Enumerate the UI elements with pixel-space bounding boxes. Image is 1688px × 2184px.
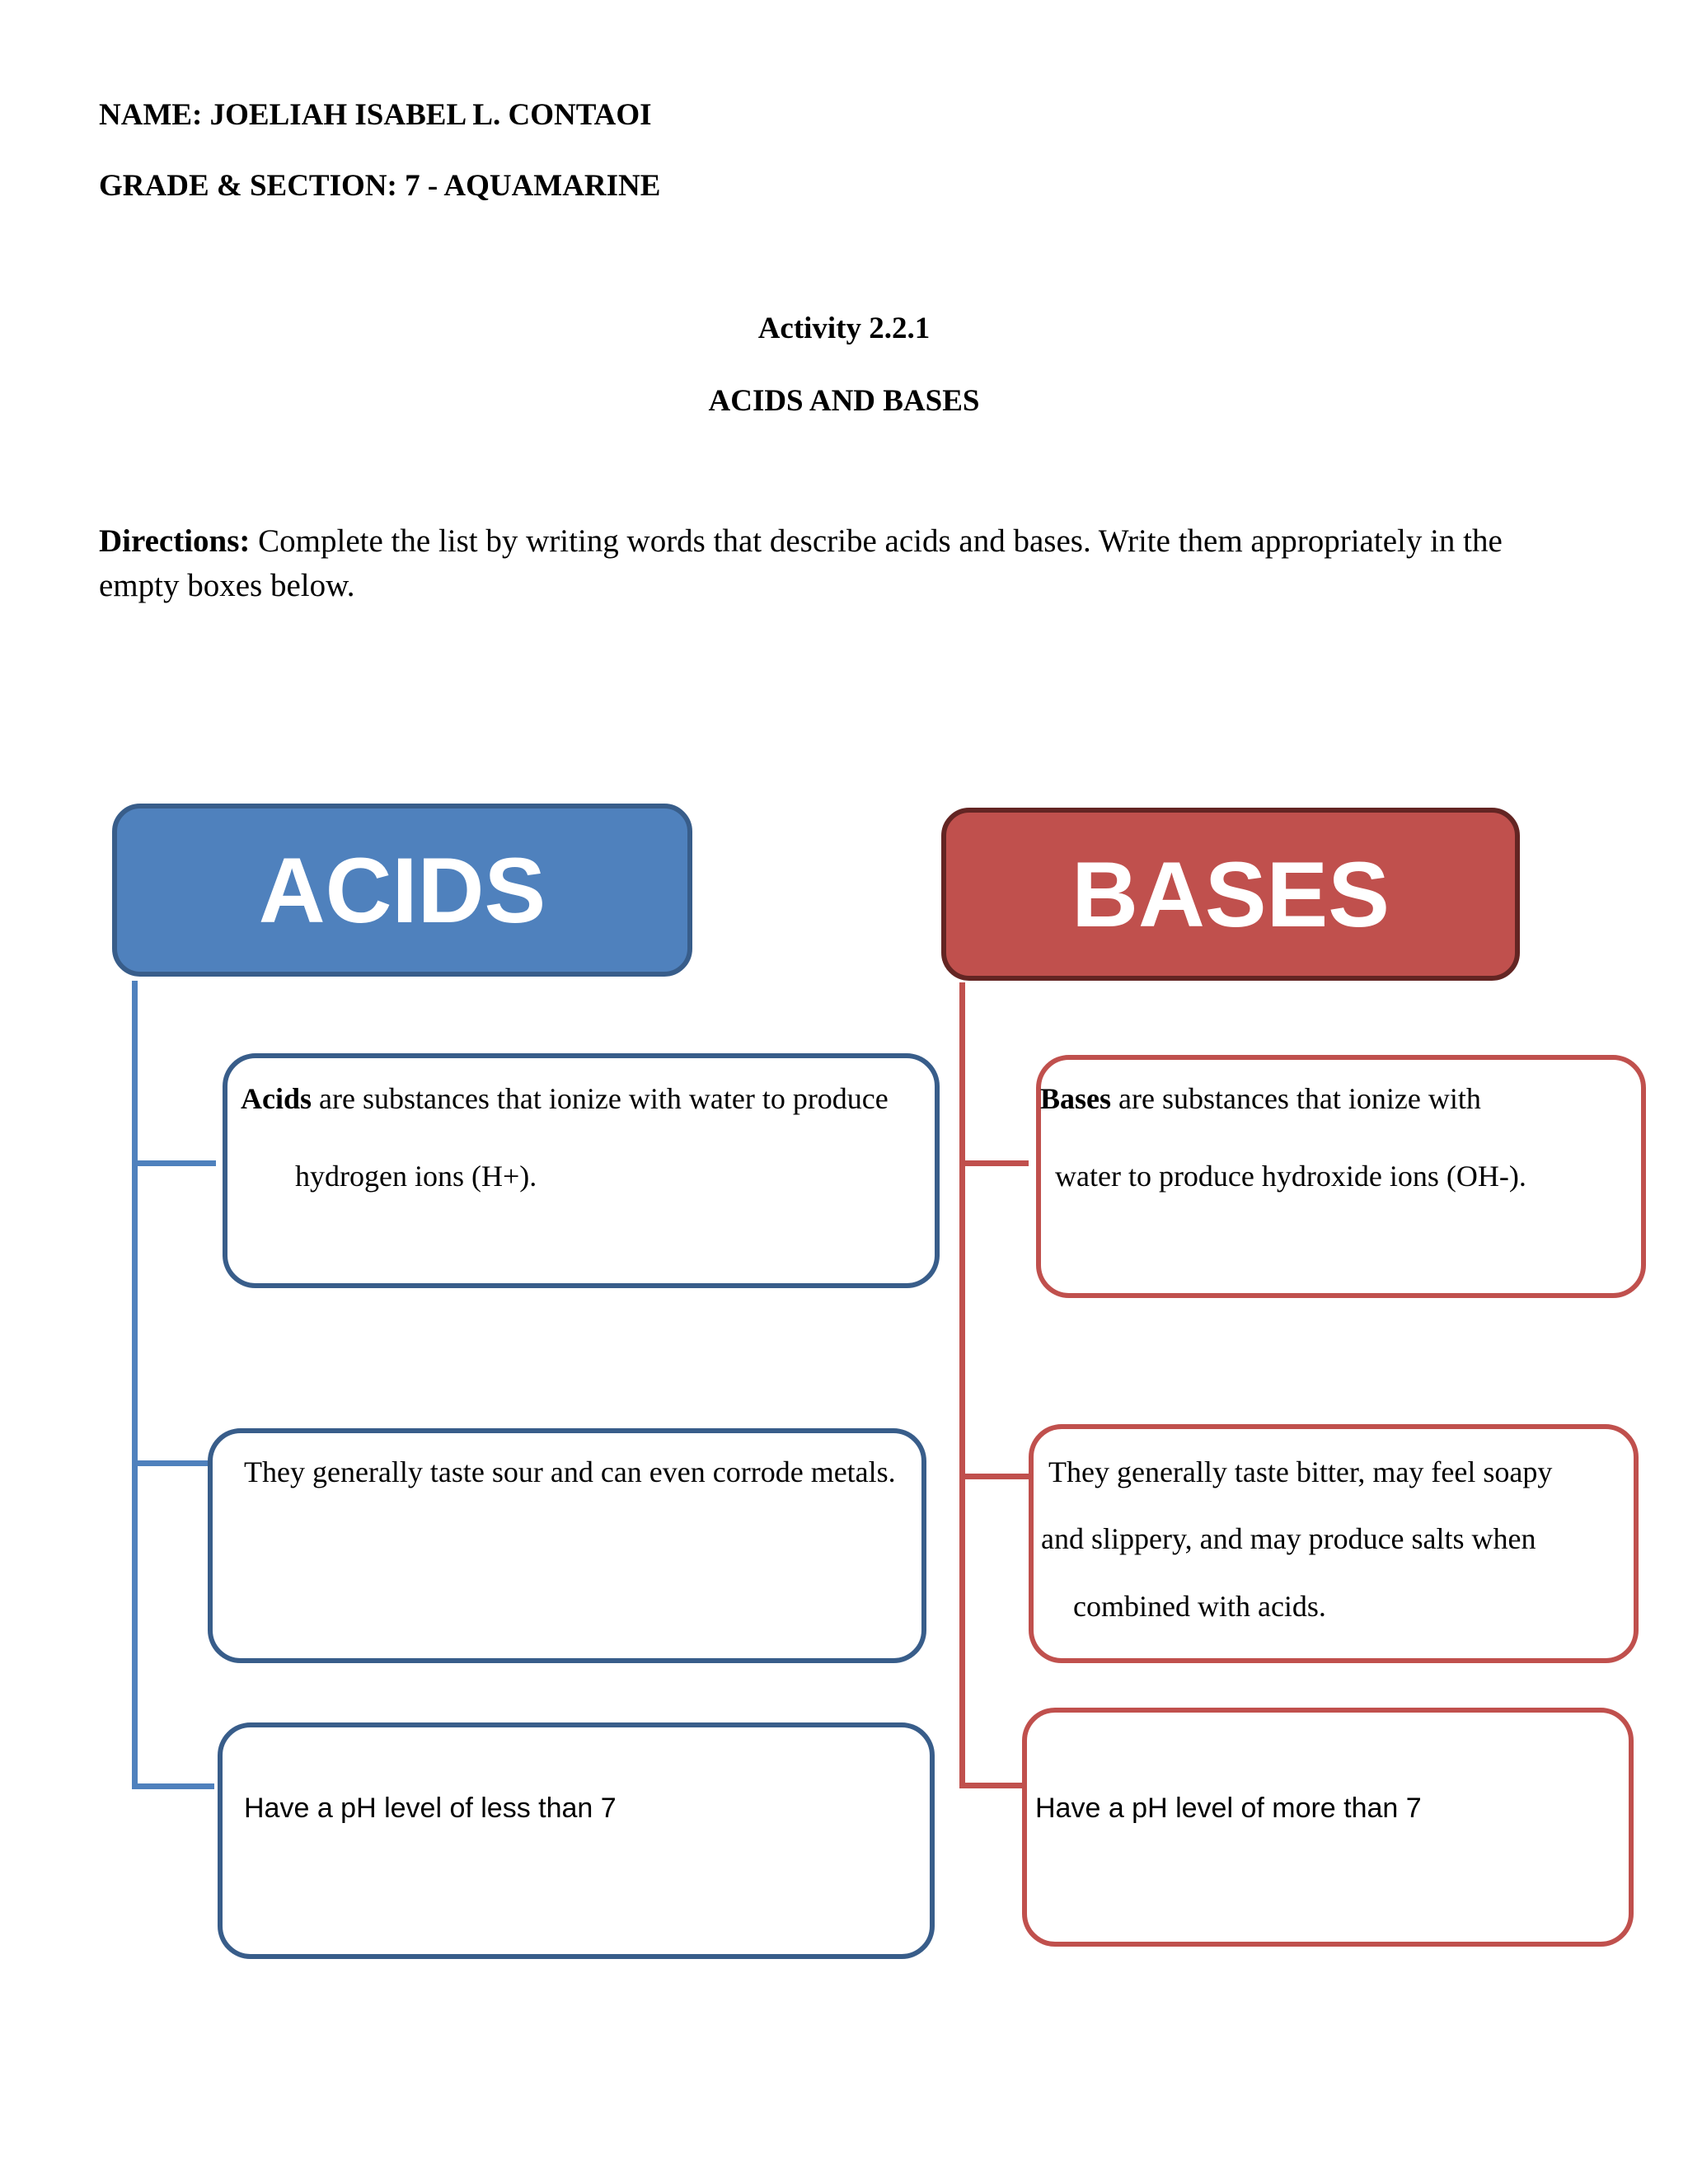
bases-card-3-line1: Have a pH level of more than 7: [1035, 1793, 1422, 1824]
bases-connector-3: [959, 1783, 1027, 1788]
activity-title: ACIDS AND BASES: [708, 384, 980, 418]
acids-card-3: [218, 1722, 935, 1959]
bases-heading: BASES: [1071, 842, 1390, 946]
acids-card-3-line1: Have a pH level of less than 7: [244, 1793, 617, 1824]
acids-card-1-text: are substances that ionize with water to produce: [312, 1082, 889, 1115]
directions-label: Directions:: [99, 523, 251, 559]
directions-text: Complete the list by writing words that describe acids and bases. Write them appropriately in the empty boxes below.: [99, 523, 1503, 603]
acids-heading: ACIDS: [258, 838, 546, 942]
directions: [99, 519, 1550, 608]
bases-card-2-line3: combined with acids.: [1073, 1590, 1326, 1623]
bases-card-1-line1: [1040, 1081, 1481, 1116]
acids-heading-box: [112, 804, 692, 977]
acids-connector-2: [132, 1460, 213, 1466]
bases-connector-vertical: [959, 982, 965, 1786]
acids-connector-vertical: [132, 981, 138, 1788]
acids-connector-3: [132, 1783, 214, 1789]
bases-card-1-bold: Bases: [1040, 1082, 1112, 1115]
bases-card-2-line2: and slippery, and may produce salts when: [1041, 1522, 1536, 1555]
activity-number: Activity 2.2.1: [757, 312, 931, 345]
bases-card-3: [1022, 1708, 1634, 1947]
bases-card-1-text: are substances that ionize with: [1111, 1082, 1481, 1115]
acids-card-2-line1: They generally taste sour and can even corrode metals.: [244, 1455, 896, 1488]
bases-card-2-line1: They generally taste bitter, may feel soapy: [1048, 1455, 1553, 1488]
acids-card-1-line1: [241, 1081, 889, 1116]
student-name: NAME: JOELIAH ISABEL L. CONTAOI: [99, 98, 652, 132]
bases-connector-2: [959, 1474, 1029, 1479]
grade-section: GRADE & SECTION: 7 - AQUAMARINE: [99, 169, 661, 203]
acids-card-1-bold: Acids: [241, 1082, 312, 1115]
acids-connector-1: [132, 1160, 216, 1166]
bases-card-1-line2: water to produce hydroxide ions (OH-).: [1055, 1160, 1526, 1193]
acids-card-1-line2: hydrogen ions (H+).: [295, 1160, 537, 1193]
bases-connector-1: [959, 1160, 1029, 1166]
bases-heading-box: [941, 808, 1520, 981]
